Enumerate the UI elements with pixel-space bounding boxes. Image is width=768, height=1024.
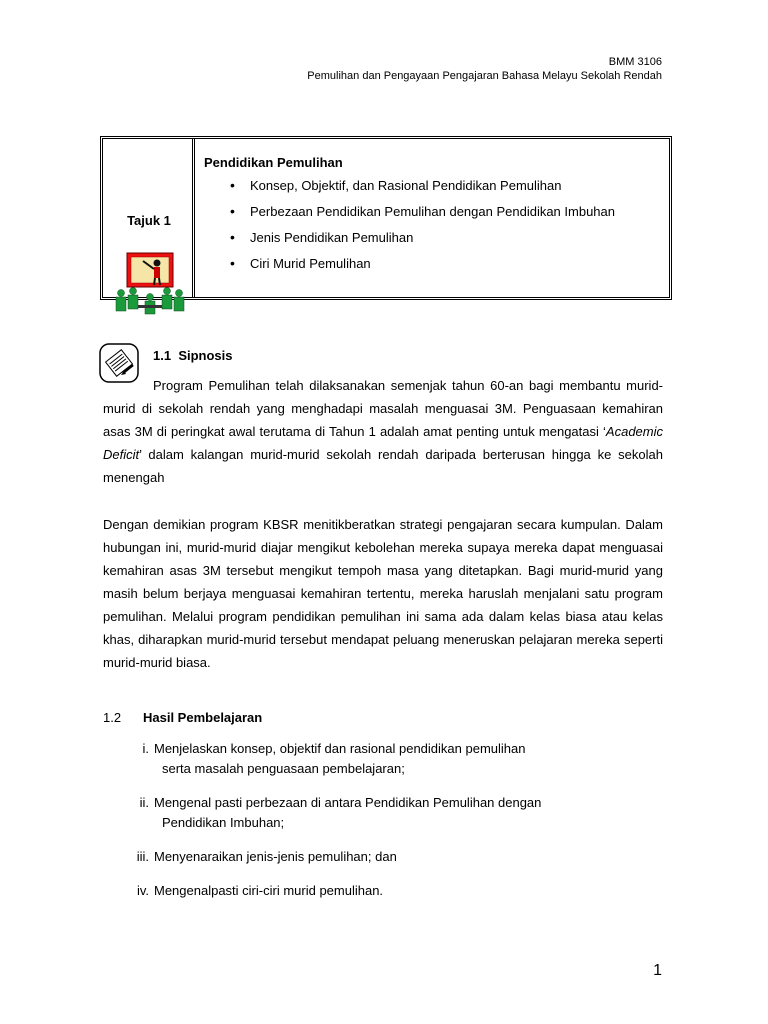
teacher-students-icon <box>113 251 187 315</box>
academic-deficit-term: Academic Deficit <box>103 424 663 462</box>
learning-outcome-item <box>103 881 583 901</box>
outcome-number: ii. <box>139 795 149 810</box>
outcome-number: iii. <box>136 849 149 864</box>
course-title: Pemulihan dan Pengayaan Pengajaran Bahasa Melayu Sekolah Rendah <box>307 70 662 82</box>
topic-label: Tajuk 1 <box>127 213 171 228</box>
section-2-title: Hasil Pembelajaran <box>143 710 263 725</box>
learning-outcome-item <box>103 793 583 833</box>
course-code: BMM 3106 <box>608 56 662 68</box>
synopsis-paragraph-1 <box>103 374 663 489</box>
outcome-line-1: Mengenalpasti ciri-ciri murid pemulihan. <box>154 883 384 898</box>
synopsis-text-b: ’ dalam kalangan murid-murid sekolah rendah daripada berterusan hingga ke sekolah menengah <box>103 447 663 485</box>
topic-list <box>204 176 615 280</box>
synopsis-paragraph-2 <box>103 513 663 674</box>
section-1-title: Sipnosis <box>178 348 233 363</box>
topic-title: Pendidikan Pemulihan <box>204 155 343 170</box>
page-number: 1 <box>653 962 662 979</box>
section-2-number: 1.2 <box>103 710 122 725</box>
outcome-number: i. <box>142 741 149 756</box>
outcome-line-1: Menyenaraikan jenis-jenis pemulihan; dan <box>154 849 397 864</box>
synopsis-paragraph-2-text: Dengan demikian program KBSR menitikberatkan strategi pengajaran secara kumpulan. Dalam hubungan ini, murid-murid diajar mengikut kebolehan mereka supaya mereka dapat menguasai kemahiran asas 3M tersebut mengikut tempoh masa yang ditetapkan. Bagi murid-murid yang masih belum berjaya menguasai kemahiran tertentu, mereka haruslah menjalani satu program pemulihan. Melalui program pendidikan pemulihan ini sama ada dalam kelas biasa atau kelas khas, diharapkan murid-murid tersebut mendapat peluang meneruskan pelajaran mereka seperti murid-murid biasa. <box>103 517 663 670</box>
page-header <box>307 55 662 83</box>
section-1-number: 1.1 <box>153 348 172 363</box>
outcome-line-2: serta masalah penguasaan pembelajaran; <box>162 761 405 776</box>
topic-list-item: • Ciri Murid Pemulihan <box>204 254 615 280</box>
topic-list-item: • Perbezaan Pendidikan Pemulihan dengan Pendidikan Imbuhan <box>204 202 615 228</box>
outcome-number: iv. <box>136 883 149 898</box>
learning-outcomes-list <box>103 739 583 915</box>
topic-label-cell <box>103 139 195 297</box>
topic-content <box>204 155 615 280</box>
topic-list-item: • Konsep, Objektif, dan Rasional Pendidikan Pemulihan <box>204 176 615 202</box>
outcome-line-2: Pendidikan Imbuhan; <box>162 815 285 830</box>
learning-outcome-item <box>103 847 583 867</box>
synopsis-text-a: Program Pemulihan telah dilaksanakan semenjak tahun 60-an bagi membantu murid-murid di sekolah rendah yang menghadapi masalah menguasai 3M. Penguasaan kemahiran asas 3M di peringkat awal terutama di Tahun 1 adalah amat penting untuk mengatasi ‘ <box>103 378 663 439</box>
outcome-line-1: Menjelaskan konsep, objektif dan rasional pendidikan pemulihan <box>154 741 526 756</box>
section-1-heading <box>153 348 233 363</box>
outcome-line-1: Mengenal pasti perbezaan di antara Pendidikan Pemulihan dengan <box>154 795 542 810</box>
learning-outcome-item <box>103 739 583 779</box>
topic-box <box>100 136 672 300</box>
topic-list-item: • Jenis Pendidikan Pemulihan <box>204 228 615 254</box>
